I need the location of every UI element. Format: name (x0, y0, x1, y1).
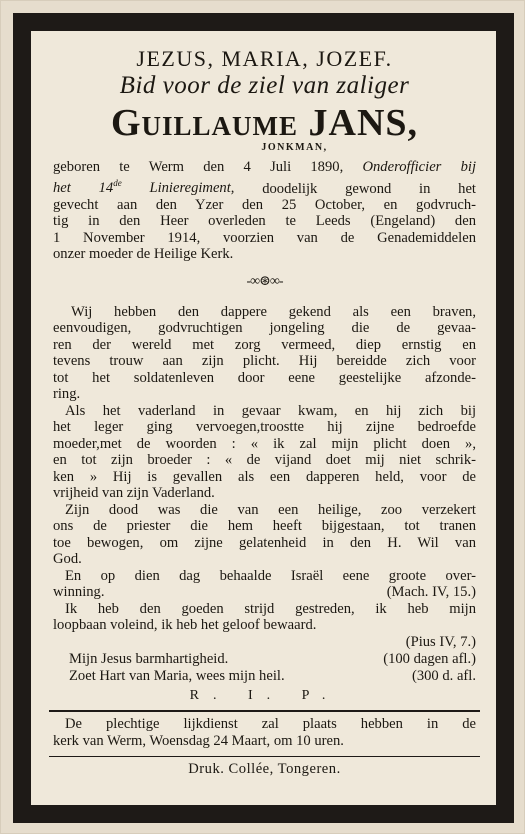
scripture-reference-2: (Pius IV, 7.) (405, 633, 476, 650)
rip-text: R. I. P. (189, 687, 340, 703)
tribute-paragraph-3: Zijn dood was die van een heilige, zoo verzekert ons de priester die hem heeft bijgestaan, tot tranen toe bewogen, om zijne gelatenheid in den H. Wil van God. (53, 501, 476, 568)
bio-line: onzer moeder de Heilige Kerk. (53, 246, 234, 263)
printer-credit: Druk. Collée, Tongeren. (188, 760, 341, 777)
prayer-line: Mijn Jesus barmhartigheid. (100 dagen afl.) (69, 650, 476, 667)
mourning-border (13, 13, 514, 823)
bio-line: gevecht aan den Yzer den 25 October, en godvruch- (53, 196, 476, 213)
prayer-line: Zoet Hart van Maria, wees mijn heil. (300 d. afl. (69, 667, 476, 684)
bio-line: het 14de Linieregiment, doodelijk gewond in het (53, 178, 476, 197)
scripture-reference-1: (Mach. IV, 15.) (386, 583, 476, 600)
scripture-quote-1: En op dien dag behaalde Israël eene groote over- winning. (53, 567, 476, 601)
divider-rule (49, 710, 480, 712)
bio-line: geboren te Werm den 4 Juli 1890, Onderofficier bij (53, 159, 477, 175)
marital-status: JONKMAN, (261, 142, 328, 153)
tribute-paragraph-2: Als het vaderland in gevaar kwam, en hij zich bij het leger ging vervoegen,troostte hij zijne bedroefde moeder,met de woorden : « ik zal mijn plicht doen », en tot zijn broeder : « de vijand doet mij niet schrik- ken » Hij is gevallen als een dapperen held, voor de vrijheid van zijn Vaderland. (53, 402, 476, 502)
funeral-notice: De plechtige lijkdienst zal plaats hebben in de kerk van Werm, Woensdag 24 Maart, om 10 uren. (53, 715, 476, 749)
card-content (31, 31, 496, 805)
scripture-quote-2: Ik heb den goeden strijd gestreden, ik heb mijn loopbaan voleind, ik heb het geloof bewaard. (53, 600, 476, 634)
bio-line: tig in den Heer overleden te Leeds (Engeland) den (53, 213, 476, 230)
ornament-divider: -∞⊛∞- (246, 273, 283, 289)
divider-rule (49, 756, 480, 757)
first-name: Guillaume (110, 102, 299, 144)
tribute-paragraph-1: Wij hebben den dappere gekend als een braven, eenvoudigen, godvruchtigen jongeling die de gevaa- ren der wereld met zorg vermeed, diep ernstig en tevens trouw aan zijn plicht. Hij bereidde zich voor tot het soldatenleven door eene geestelijke afzonde- ring. (53, 303, 476, 403)
deceased-name (53, 102, 476, 144)
biography (53, 159, 476, 263)
last-name: JANS, (308, 102, 419, 144)
prayer-request: Bid voor de ziel van zaliger (119, 72, 410, 99)
bio-line: 1 November 1914, voorzien van de Genademiddelen (53, 229, 476, 246)
invocation: JEZUS, MARIA, JOZEF. (136, 46, 393, 71)
